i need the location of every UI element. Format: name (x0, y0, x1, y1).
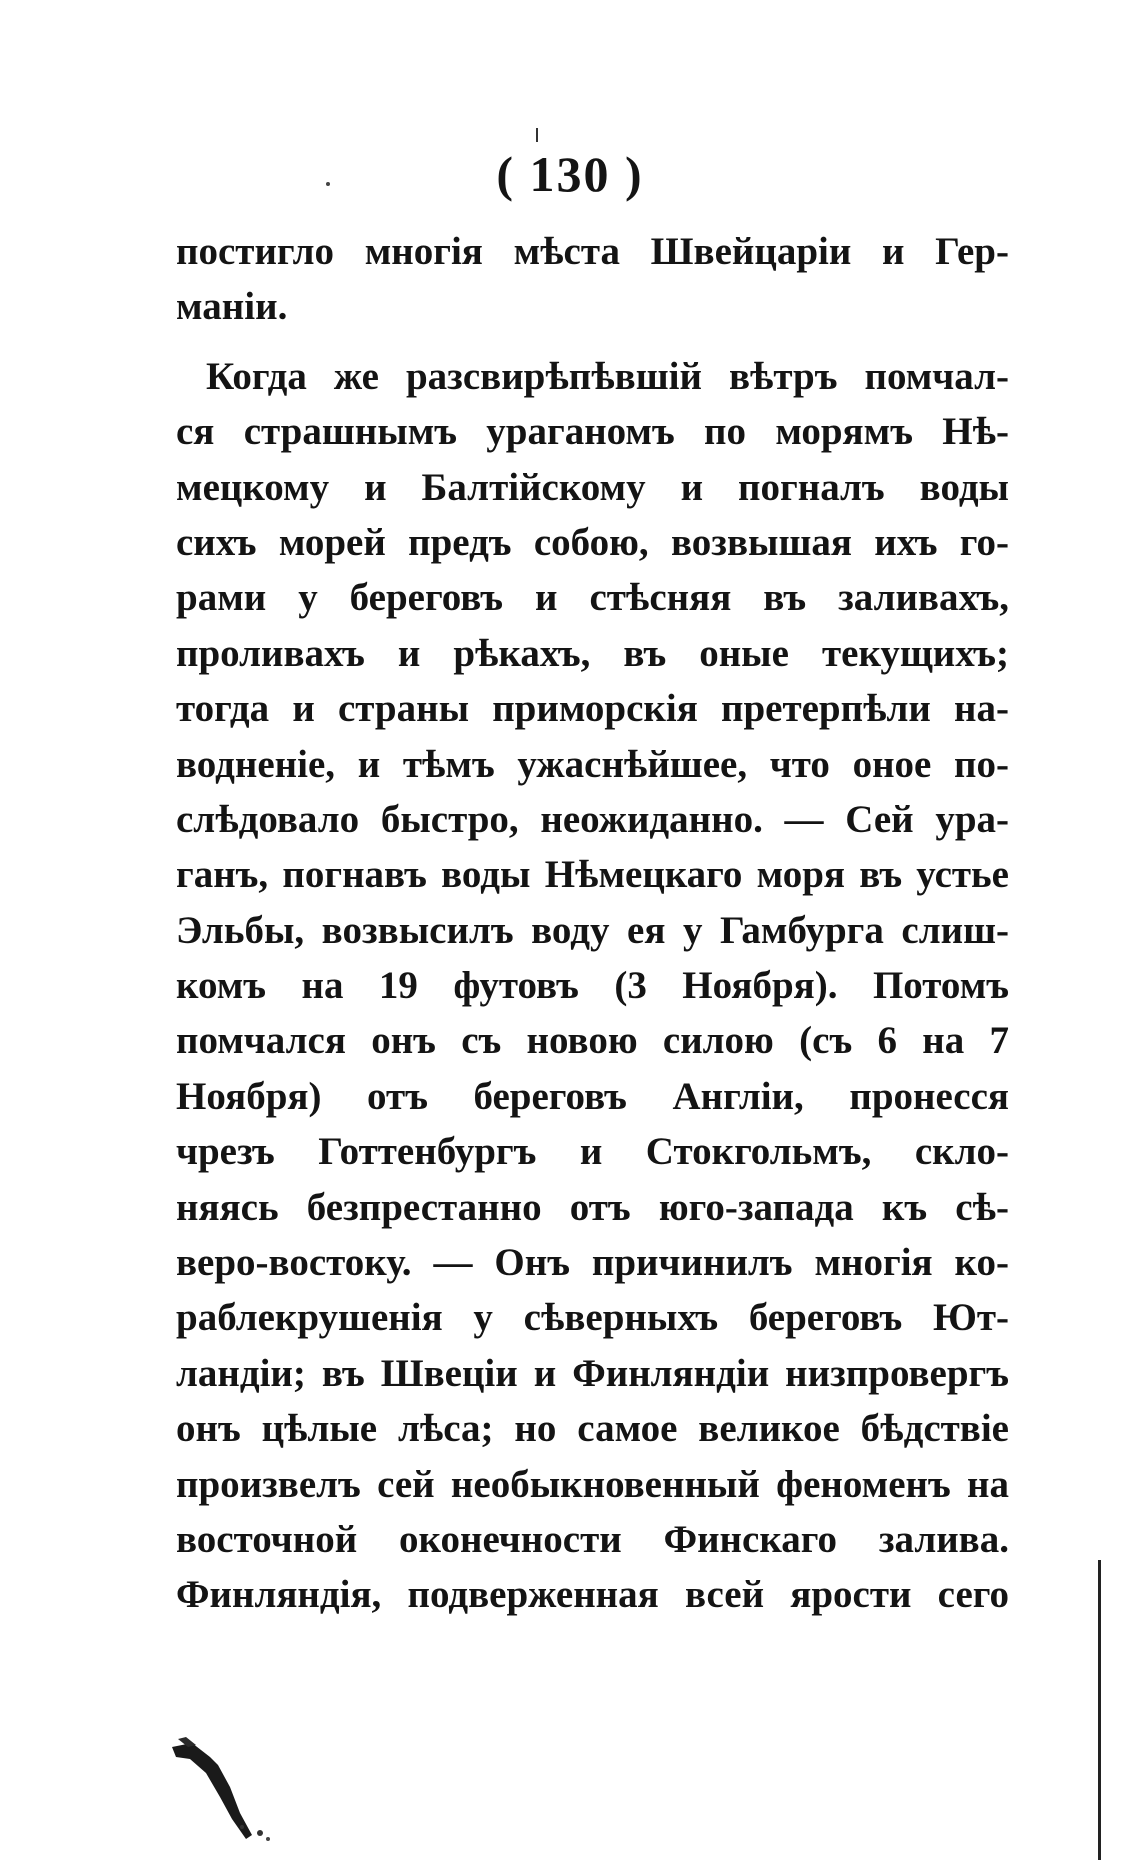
text-line: Ноября) отъ береговъ Англіи, пронесся (176, 1074, 1009, 1118)
text-line: комъ на 19 футовъ (3 Ноября). Потомъ (176, 964, 1009, 1008)
text-line: Когда же разсвирѣпѣвшій вѣтръ помчал- (206, 354, 1009, 398)
text-line: произвелъ сей необыкновенный феноменъ на (176, 1462, 1009, 1506)
body-text (176, 224, 1009, 1623)
text-line: ганъ, погнавъ воды Нѣмецкаго моря въ устье (176, 853, 1009, 897)
text-line: восточной оконечности Финскаго залива. (176, 1517, 1009, 1561)
text-line: Финляндія, подверженная всей ярости сего (176, 1573, 1009, 1617)
text-line: рами у береговъ и стѣсняя въ заливахъ, (176, 576, 1009, 620)
text-line: онъ цѣлые лѣса; но самое великое бѣдствіе (176, 1407, 1009, 1451)
text-line: водненіе, и тѣмъ ужаснѣйшее, что оное по- (176, 742, 1009, 786)
ink-smudge (172, 1735, 282, 1845)
text-line: ландіи; въ Швеціи и Финляндіи низпровергъ (176, 1351, 1009, 1395)
text-line: маніи. (176, 285, 288, 329)
text-line: няясь безпрестанно отъ юго-запада къ сѣ- (176, 1185, 1009, 1229)
text-line: Эльбы, возвысилъ воду ея у Гамбурга слиш- (176, 908, 1009, 952)
text-line: проливахъ и рѣкахъ, въ оные текущихъ; (176, 631, 1009, 675)
text-line: сихъ морей предъ собою, возвышая ихъ го- (176, 520, 1009, 564)
text-line: постигло многія мѣста Швейцаріи и Гер- (176, 230, 1009, 273)
text-line: слѣдовало быстро, неожиданно. — Сей ура- (176, 797, 1009, 841)
text-line: помчался онъ съ новою силою (съ 6 на 7 (176, 1019, 1009, 1063)
text-line: раблекрушенія у сѣверныхъ береговъ Ют- (176, 1296, 1009, 1340)
page-number: ( 130 ) (496, 146, 644, 202)
text-line: веро-востоку. — Онъ причинилъ многія ко- (176, 1241, 1009, 1285)
text-line: тогда и страны приморскія претерпѣли на- (176, 687, 1009, 731)
scan-speck (536, 128, 538, 142)
text-line: ся страшнымъ ураганомъ по морямъ Нѣ- (176, 410, 1009, 454)
scan-edge-line (1098, 1560, 1101, 1860)
text-line: чрезъ Готтенбургъ и Стокгольмъ, скло- (176, 1130, 1009, 1174)
text-line: мецкому и Балтійскому и погналъ воды (176, 465, 1009, 509)
